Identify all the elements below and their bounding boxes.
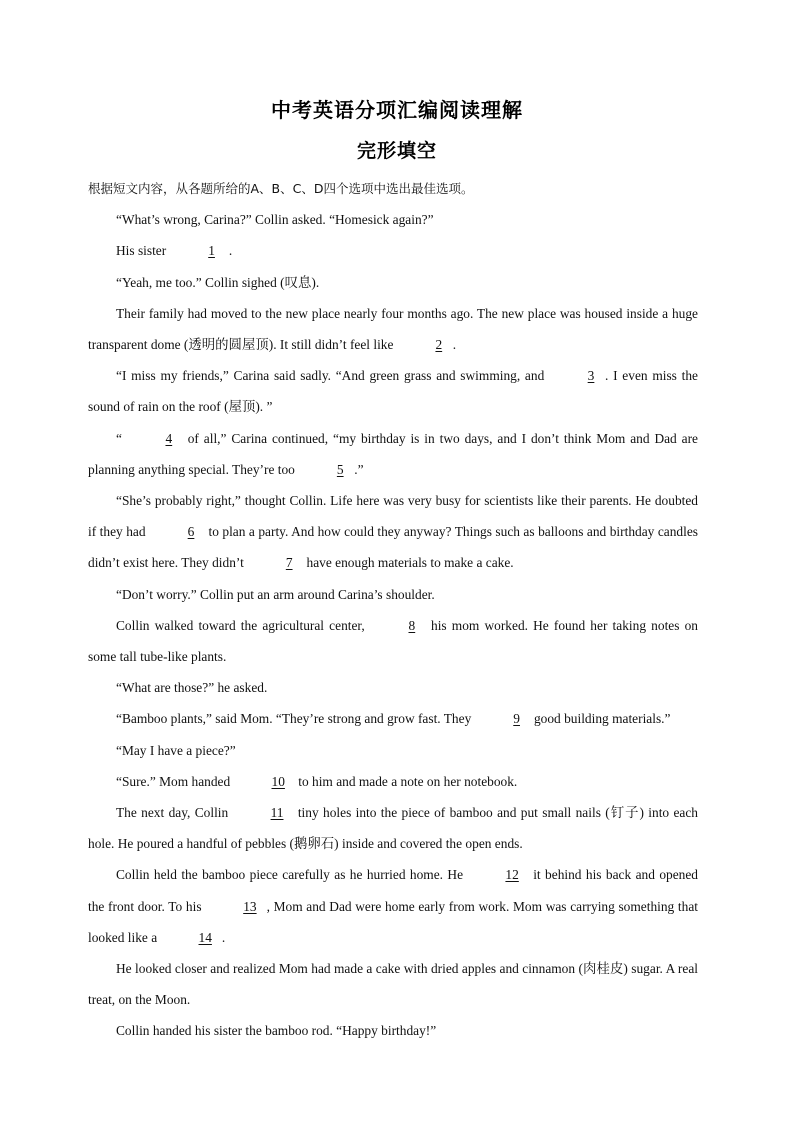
blank-6: 6 <box>187 524 195 540</box>
paragraph-text: Their family had moved to the new place nearly four months ago. The new place was housed inside a huge transparent dome (透明的圆屋顶). It still didn’t feel like <box>88 305 698 353</box>
passage-paragraph <box>88 204 698 235</box>
blank-14: 14 <box>198 929 212 945</box>
paragraph-text: “Yeah, me too.” Collin sighed (叹息). <box>116 274 320 290</box>
passage-paragraph <box>88 298 698 360</box>
paragraph-text: . <box>225 243 233 259</box>
paragraph-text: of all,” Carina continued, “my birthday is in two days, and I don’t think Mom and Dad are planning anything special. They’re too <box>88 430 698 477</box>
document-title: 中考英语分项汇编阅读理解 <box>271 98 523 122</box>
blank-8: 8 <box>408 617 416 633</box>
paragraph-text: “ <box>116 430 127 446</box>
blank-1: 1 <box>208 243 215 259</box>
passage-paragraph <box>88 735 698 766</box>
paragraph-text: good building materials.” <box>530 711 671 727</box>
passage-paragraph <box>88 485 698 579</box>
paragraph-text: tiny holes into the piece of bamboo and put small nails (钉子) into each hole. He poured a handful of pebbles (鹅卵石) inside and covered the open ends. <box>88 805 699 852</box>
passage <box>88 204 698 1046</box>
paragraph-text: “What’s wrong, Carina?” Collin asked. “Homesick again?” <box>116 212 434 228</box>
paragraph-text: Collin held the bamboo piece carefully as he hurried home. He <box>116 867 468 883</box>
paragraph-text: to him and made a note on her notebook. <box>294 773 518 789</box>
blank-12: 12 <box>505 867 519 883</box>
passage-paragraph <box>88 235 698 266</box>
paragraph-text: . <box>452 337 457 353</box>
document-subtitle: 完形填空 <box>356 140 437 162</box>
passage-paragraph <box>88 1015 698 1046</box>
blank-4: 4 <box>165 430 173 446</box>
blank-5: 5 <box>336 461 344 477</box>
paragraph-text: His sister <box>116 243 170 259</box>
passage-paragraph <box>88 579 698 610</box>
document-content <box>88 173 698 1047</box>
passage-paragraph <box>88 953 698 1015</box>
paragraph-text: The next day, Collin <box>116 805 233 821</box>
paragraph-text: “May I have a piece?” <box>116 742 236 758</box>
paragraph-text: He looked closer and realized Mom had made a cake with dried apples and cinnamon (肉桂皮) sugar. A real treat, on the Moon. <box>88 961 698 1008</box>
passage-paragraph <box>88 423 698 485</box>
blank-3: 3 <box>587 368 595 384</box>
paragraph-text: “Bamboo plants,” said Mom. “They’re strong and grow fast. They <box>116 711 475 727</box>
passage-paragraph <box>88 766 698 797</box>
paragraph-text: it behind his back and opened the front door. To his <box>88 867 698 914</box>
passage-paragraph <box>88 859 698 953</box>
passage-paragraph <box>88 703 698 734</box>
paragraph-text: “Don’t worry.” Collin put an arm around Carina’s shoulder. <box>116 586 435 602</box>
blank-13: 13 <box>243 898 257 914</box>
paragraph-text: .” <box>354 461 364 477</box>
blank-11: 11 <box>270 805 284 821</box>
paragraph-text: Collin handed his sister the bamboo rod. “Happy birthday!” <box>116 1023 437 1039</box>
blank-7: 7 <box>285 555 293 571</box>
paragraph-text: , Mom and Dad were home early from work. Mom was carrying something that looked like a <box>88 898 699 945</box>
paragraph-text: have enough materials to make a cake. <box>303 555 514 571</box>
passage-paragraph <box>88 360 698 422</box>
paragraph-text: Collin walked toward the agricultural center, <box>116 617 370 633</box>
paragraph-text: “Sure.” Mom handed <box>116 773 234 789</box>
paragraph-text: his mom worked. He found her taking notes on some tall tube-like plants. <box>88 617 698 665</box>
blank-9: 9 <box>513 711 520 727</box>
passage-paragraph <box>88 267 698 298</box>
paragraph-text: “What are those?” he asked. <box>116 680 268 696</box>
passage-paragraph <box>88 610 698 672</box>
passage-paragraph <box>88 672 698 703</box>
blank-2: 2 <box>435 337 443 353</box>
paragraph-text: . I even miss the sound of rain on the roof (屋顶). ” <box>88 368 698 415</box>
passage-paragraph <box>88 797 698 859</box>
paragraph-text: “She’s probably right,” thought Collin. Life here was very busy for scientists like their parents. He doubted if they had <box>88 493 698 540</box>
paragraph-text: . <box>221 929 226 945</box>
blank-10: 10 <box>271 773 285 789</box>
instruction-text: 根据短文内容，从各题所给的A、B、C、D四个选项中选出最佳选项。 <box>88 181 474 196</box>
paragraph-text: to plan a party. And how could they anyway? Things such as balloons and birthday candles didn’t exist here. They didn’t <box>88 524 698 571</box>
paragraph-text: “I miss my friends,” Carina said sadly. “And green grass and swimming, and <box>116 368 550 384</box>
